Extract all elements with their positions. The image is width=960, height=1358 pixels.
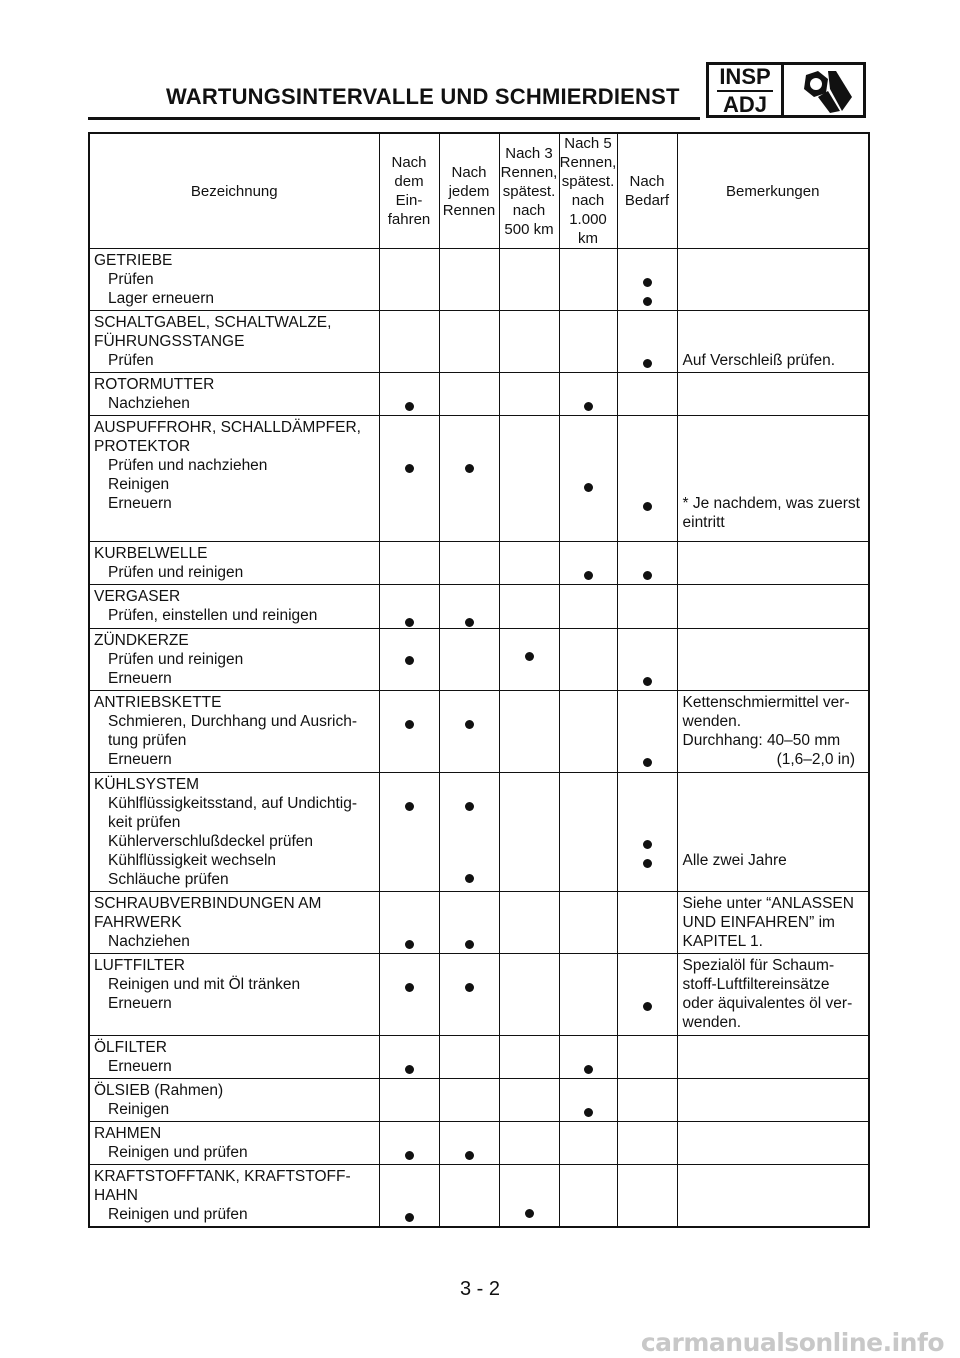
interval-mark-dot [405,618,414,627]
interval-mark-dot [405,802,414,811]
column-header [499,133,559,249]
interval-cell [439,542,499,585]
remark-text: Kettenschmiermittel ver- [682,694,850,711]
table-row [89,691,869,773]
interval-cell [559,585,617,629]
interval-cell [499,773,559,892]
interval-mark-dot [643,502,652,511]
column-header-line: Nach [629,173,665,190]
remark-spacer [683,832,864,851]
interval-mark-dot [465,1151,474,1160]
remark-text: stoff-Luftfiltereinsätze [682,976,830,993]
interval-cell [379,1165,439,1228]
interval-cell [499,416,559,542]
interval-mark-dot [643,758,652,767]
interval-cell [617,892,677,954]
component-label: SCHALTGABEL, SCHALTWALZE, [94,314,332,331]
task-label: Nachziehen [108,395,190,412]
task-label: Erneuern [108,995,172,1012]
remarks-cell [677,373,869,416]
interval-cell [379,311,439,373]
task-label: Schmieren, Durchhang und Ausrich- [108,713,357,730]
task-label: Prüfen und reinigen [108,651,244,668]
interval-cell [499,892,559,954]
item-description [89,773,379,892]
interval-cell [559,311,617,373]
remarks-cell [677,311,869,373]
task-label: tung prüfen [108,732,187,749]
interval-mark-dot [405,402,414,411]
interval-mark-dot [405,983,414,992]
remark-text: eintritt [682,514,725,531]
interval-cell [559,954,617,1036]
interval-cell [559,629,617,691]
interval-cell [379,773,439,892]
item-description [89,892,379,954]
interval-cell [439,1079,499,1122]
column-header-line: Bedarf [624,192,670,209]
table-row [89,311,869,373]
remark-spacer [683,475,864,494]
component-label: SCHRAUBVERBINDUNGEN AM [94,895,322,912]
interval-mark-dot [405,656,414,665]
interval-cell [559,892,617,954]
table-header-row [89,133,869,249]
task-label: Reinigen und mit Öl tränken [108,976,301,993]
badge-insp-label: INSP [719,64,771,89]
column-header-line: 1.000 km [569,211,607,247]
interval-mark-dot [405,1151,414,1160]
component-label: ROTORMUTTER [94,376,215,393]
task-label: Kühlerverschlußdeckel prüfen [108,833,314,850]
column-header-line: spätest. [502,182,556,200]
interval-cell [499,585,559,629]
table-row [89,542,869,585]
interval-cell [379,1036,439,1079]
interval-cell [379,954,439,1036]
table-row [89,373,869,416]
remarks-cell [677,1122,869,1165]
task-label: Erneuern [108,670,172,687]
interval-mark-dot [465,618,474,627]
remarks-cell [677,585,869,629]
interval-mark-dot [643,677,652,686]
task-label: Kühlflüssigkeitsstand, auf Undichtig- [108,795,357,812]
interval-cell [439,892,499,954]
component-label: AUSPUFFROHR, SCHALLDÄMPFER, [94,419,361,436]
interval-cell [499,542,559,585]
column-header-line: Nach [391,154,427,171]
column-header-line: Bezeichnung [190,182,278,200]
interval-cell [617,373,677,416]
item-description [89,249,379,311]
interval-cell [617,629,677,691]
remark-text: Alle zwei Jahre [682,852,787,869]
item-description [89,1165,379,1228]
interval-mark-dot [465,874,474,883]
item-description [89,542,379,585]
remark-text: Auf Verschleiß prüfen. [682,352,835,369]
interval-cell [439,373,499,416]
remarks-cell [677,954,869,1036]
remark-text: * Je nachdem, was zuerst [682,495,860,512]
interval-mark-dot [584,402,593,411]
column-header-line: dem [394,173,424,190]
interval-cell [439,1165,499,1228]
component-label: KURBELWELLE [94,545,208,562]
interval-cell [559,249,617,311]
column-header-line: Nach 3 [505,144,553,162]
remarks-cell [677,691,869,773]
remarks-cell [677,1079,869,1122]
remarks-cell [677,629,869,691]
page-title: WARTUNGSINTERVALLE UND SCHMIERDIENST [166,84,680,109]
interval-cell [617,585,677,629]
interval-cell [499,1122,559,1165]
wrench-bolt-icon [784,62,866,118]
interval-mark-dot [405,464,414,473]
remarks-cell [677,892,869,954]
interval-mark-dot [405,720,414,729]
interval-mark-dot [584,483,593,492]
task-label: Prüfen, einstellen und reinigen [108,607,318,624]
interval-cell [559,416,617,542]
interval-mark-dot [584,1065,593,1074]
task-label: Nachziehen [108,933,190,950]
remarks-cell [677,542,869,585]
remark-text: KAPITEL 1. [682,933,763,950]
component-label: FÜHRUNGSSTANGE [94,333,245,350]
remark-text: wenden. [682,1014,742,1031]
interval-mark-dot [465,720,474,729]
column-header [379,133,439,249]
component-label: GETRIEBE [94,252,173,269]
table-row [89,1079,869,1122]
interval-cell [379,1122,439,1165]
column-header [439,133,499,249]
remark-spacer [683,437,864,456]
interval-cell [499,249,559,311]
component-label: KRAFTSTOFFTANK, KRAFTSTOFF- [94,1168,351,1185]
component-label: HAHN [94,1187,138,1204]
table-row [89,629,869,691]
column-header-line: nach [512,201,546,219]
interval-cell [439,773,499,892]
column-header-line: Nach [451,163,487,181]
interval-cell [499,691,559,773]
table-row [89,249,869,311]
remark-text: oder äquivalentes öl ver- [682,995,853,1012]
task-label: Reinigen und prüfen [108,1144,248,1161]
task-label: Erneuern [108,751,172,768]
table-row [89,1122,869,1165]
interval-mark-dot [465,940,474,949]
component-label: LUFTFILTER [94,957,185,974]
interval-cell [559,1036,617,1079]
task-label: Prüfen [108,271,154,288]
remark-text [683,313,864,332]
task-label: Prüfen und reinigen [108,564,244,581]
interval-cell [617,1165,677,1228]
component-label: ANTRIEBSKETTE [94,694,222,711]
remarks-cell [677,1165,869,1228]
title-underline [88,117,700,120]
component-label: VERGASER [94,588,181,605]
interval-cell [499,311,559,373]
table-row [89,773,869,892]
table-row [89,1165,869,1228]
interval-cell [439,1036,499,1079]
interval-cell [379,585,439,629]
table-row [89,416,869,542]
item-description [89,629,379,691]
component-label: FAHRWERK [94,914,182,931]
column-header-line: Rennen [442,201,496,219]
remark-text: wenden. [682,713,742,730]
interval-mark-dot [405,1213,414,1222]
remark-spacer [683,813,864,832]
interval-cell [617,1036,677,1079]
column-header-line: Rennen, [559,154,617,171]
column-header [677,133,869,249]
interval-mark-dot [643,297,652,306]
interval-mark-dot [465,464,474,473]
interval-cell [499,954,559,1036]
interval-mark-dot [584,571,593,580]
item-description [89,691,379,773]
interval-mark-dot [643,571,652,580]
interval-cell [499,1165,559,1228]
remark-text: Spezialöl für Schaum- [682,957,835,974]
component-label: KÜHLSYSTEM [94,776,200,793]
table-row [89,892,869,954]
interval-cell [559,1165,617,1228]
remark-text: Siehe unter “ANLASSEN [682,895,854,912]
task-label: Erneuern [108,1058,172,1075]
interval-cell [617,1079,677,1122]
component-label: PROTEKTOR [94,438,191,455]
item-description [89,954,379,1036]
interval-cell [439,691,499,773]
interval-mark-dot [643,840,652,849]
column-header-line: Rennen, [500,163,558,181]
wrench-icon [792,67,856,115]
watermark: carmanualsonline.info [640,1328,944,1357]
interval-cell [559,1079,617,1122]
interval-cell [617,691,677,773]
interval-cell [439,249,499,311]
interval-cell [439,416,499,542]
interval-cell [379,542,439,585]
column-header-line: fahren [387,211,431,228]
remark-spacer [683,418,864,437]
interval-cell [617,416,677,542]
remark-spacer [683,456,864,475]
task-label: keit prüfen [108,814,181,831]
item-description [89,1079,379,1122]
remark-spacer [683,775,864,794]
interval-cell [559,1122,617,1165]
column-header-line: nach [571,192,605,209]
component-label: ZÜNDKERZE [94,632,189,649]
interval-cell [379,892,439,954]
interval-cell [379,249,439,311]
table-body [89,249,869,1228]
interval-cell [559,773,617,892]
interval-cell [379,691,439,773]
interval-cell [617,311,677,373]
interval-cell [379,629,439,691]
component-label: RAHMEN [94,1125,162,1142]
page-number: 3 - 2 [459,1278,501,1300]
column-header-line: Ein- [395,192,423,209]
remark-text: UND EINFAHREN” im [682,914,835,931]
interval-cell [379,373,439,416]
interval-mark-dot [405,940,414,949]
maintenance-table [88,132,870,1228]
interval-cell [559,542,617,585]
interval-mark-dot [405,1065,414,1074]
item-description [89,373,379,416]
interval-cell [499,1079,559,1122]
task-label: Prüfen und nachziehen [108,457,268,474]
remark-text [683,332,864,351]
task-label: Reinigen [108,1101,170,1118]
item-description [89,416,379,542]
interval-mark-dot [465,983,474,992]
table-row [89,1036,869,1079]
task-label: Prüfen [108,352,154,369]
item-description [89,1122,379,1165]
interval-cell [499,629,559,691]
interval-cell [439,954,499,1036]
column-header-line: Bemerkungen [726,182,820,200]
interval-cell [617,954,677,1036]
remark-text: Durchhang: 40–50 mm [682,732,841,749]
interval-mark-dot [525,1209,534,1218]
remarks-cell [677,773,869,892]
column-header-line: 500 km [504,220,554,238]
insp-adj-badge [706,62,784,118]
item-description [89,585,379,629]
interval-mark-dot [643,359,652,368]
interval-mark-dot [465,802,474,811]
interval-cell [439,585,499,629]
item-description [89,1036,379,1079]
interval-mark-dot [643,278,652,287]
column-header-line: jedem [448,182,490,200]
task-label: Reinigen und prüfen [108,1206,248,1223]
interval-cell [559,373,617,416]
remarks-cell [677,1036,869,1079]
interval-cell [499,373,559,416]
table-row [89,954,869,1036]
interval-mark-dot [525,652,534,661]
column-header [559,133,617,249]
interval-mark-dot [643,859,652,868]
interval-cell [379,416,439,542]
remark-text: (1,6–2,0 in) [776,751,855,768]
interval-cell [559,691,617,773]
remarks-cell [677,249,869,311]
task-label: Reinigen [108,476,170,493]
task-label: Kühlflüssigkeit wechseln [108,852,277,869]
interval-mark-dot [584,1108,593,1117]
interval-mark-dot [643,1002,652,1011]
column-header [89,133,379,249]
column-header-line: Nach 5 [564,135,612,152]
column-header-line: spätest. [561,173,615,190]
interval-cell [617,1122,677,1165]
interval-cell [617,249,677,311]
component-label: ÖLSIEB (Rahmen) [94,1082,224,1099]
table-row [89,585,869,629]
interval-cell [439,311,499,373]
task-label: Schläuche prüfen [108,871,229,888]
task-label: Erneuern [108,495,172,512]
task-label: Lager erneuern [108,290,214,307]
badge-adj-label: ADJ [722,92,767,117]
interval-cell [439,629,499,691]
column-header [617,133,677,249]
remarks-cell [677,416,869,542]
interval-cell [499,1036,559,1079]
component-label: ÖLFILTER [94,1039,167,1056]
interval-cell [617,542,677,585]
interval-cell [439,1122,499,1165]
interval-cell [617,773,677,892]
item-description [89,311,379,373]
remark-spacer [683,794,864,813]
interval-cell [379,1079,439,1122]
